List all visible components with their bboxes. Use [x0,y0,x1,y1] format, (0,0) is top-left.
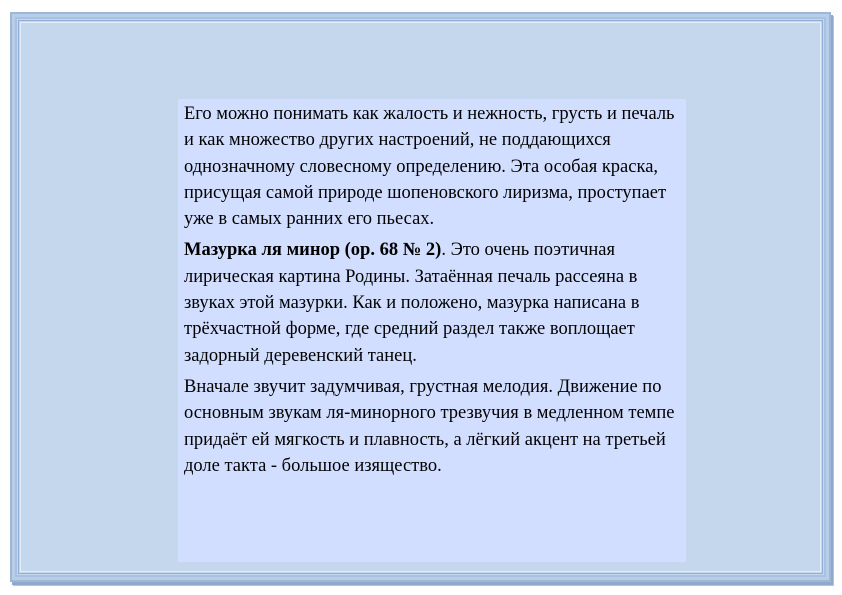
text-box [178,99,686,562]
slide-frame [10,12,831,582]
paragraph-melody-text: Вначале звучит задумчивая, грустная мелодия. Движение по основным звукам ля-минорного трезвучия в медленном темпе придаёт ей мягкость и плавность, а лёгкий акцент на третьей доле такта - большое изящество. [184,376,675,476]
paragraph-intro [184,101,680,232]
mazurka-title: Мазурка ля минор (ор. 68 № 2) [184,240,442,261]
paragraph-melody [184,374,680,479]
paragraph-mazurka [184,237,680,368]
paragraph-mazurka-text: . Это очень поэтичная лирическая картина Родины. Затаённая печаль рассеяна в звуках этой мазурки. Как и положено, мазурка написана в трёхчастной форме, где средний раздел также воплощает задорный деревенский танец. [184,240,640,366]
paragraph-intro-text: Его можно понимать как жалость и нежность, грусть и печаль и как множество других настроений, не поддающихся однозначному словесному определению. Эта особая краска, присущая самой природе шопеновского лиризма, проступает уже в самых ранних его пьесах. [184,104,675,230]
